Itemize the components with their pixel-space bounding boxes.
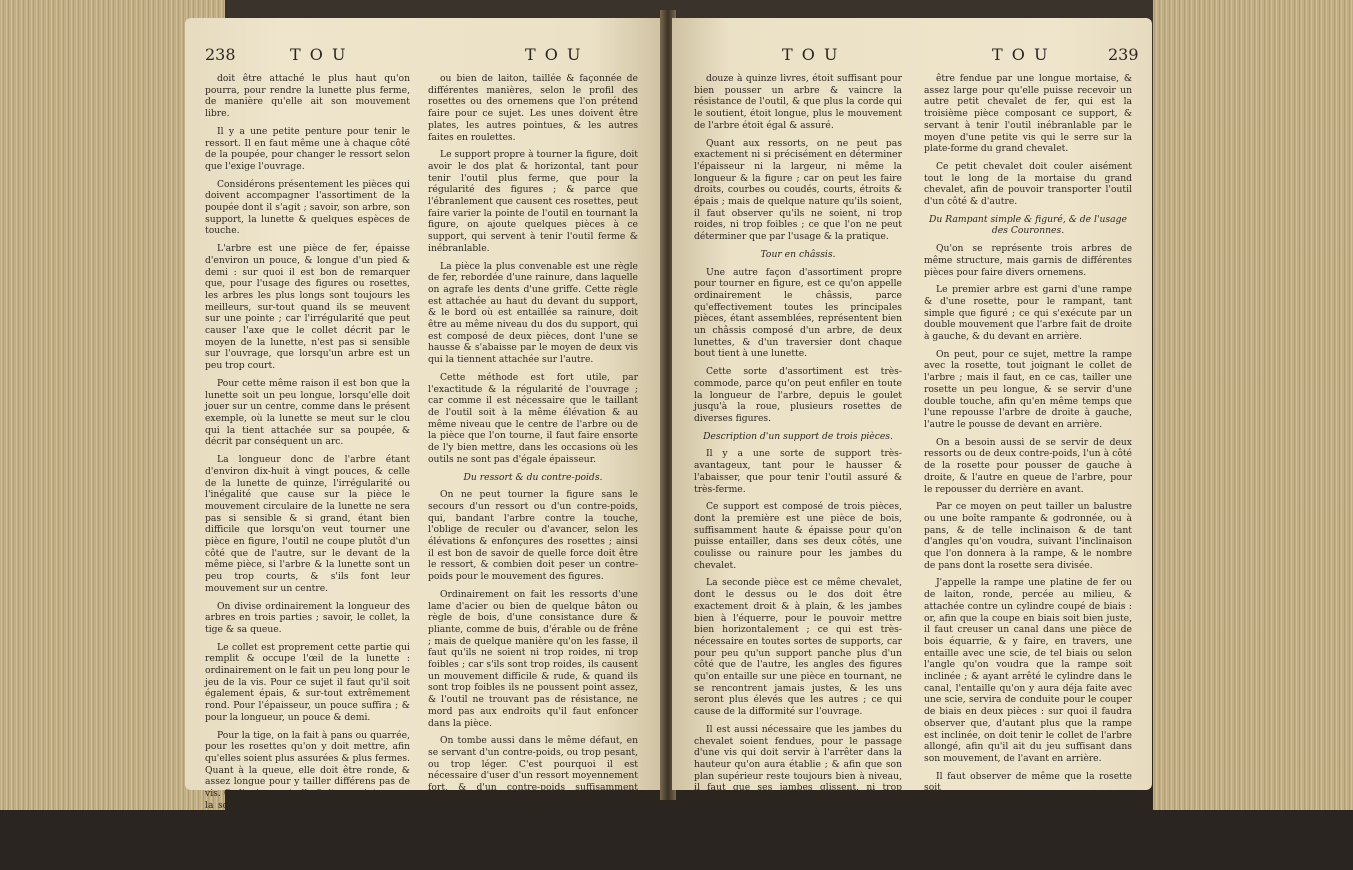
section-heading: Description d'un support de trois pièces. [703, 430, 893, 442]
running-header: T O U [525, 45, 583, 64]
paragraph: La pièce la plus convenable est une règle de fer, rebordée d'une rainure, dans laquelle on agrafe les dents d'une griffe. Cette règle est attachée au haut du devant du support, & le bord où est entaillée sa rainure, doit être au même niveau du dos du support, qui est composé de deux pièces, dont l'une se hausse & s'abaisse par le moyen de deux vis qui la tiennent attachée sur l'autre. [428, 260, 638, 366]
paragraph: Le collet est proprement cette partie qui remplit & occupe l'œil de la lunette : ordinairement on le fait un peu long pour le jeu de la vis. Pour ce sujet il faut qu'il soit également épais, & sur-tout extrêmement rond. Pour l'épaisseur, un pouce suffira ; & pour la longueur, un pouce & demi. [205, 641, 410, 723]
paragraph: Le support propre à tourner la figure, doit avoir le dos plat & horizontal, tant pour tenir l'outil plus ferme, que pour la régularité des figures ; & parce que l'ébranlement que causent ces rosettes, peut faire varier la pointe de l'outil en tournant la figure, on ajoute quelques pièces à ce support, qui servent à tenir l'outil ferme & inébranlable. [428, 149, 638, 254]
paragraph: La seconde pièce est ce même chevalet, dont le dessus ou le dos doit être exactement droit & à plain, & les jambes bien à l'équerre, pour le pouvoir mettre bien horizontalement ; ce qui est très-nécessaire en toutes sortes de supports, car pour peu qu'un support panche plus d'un côté que de l'autre, les angles des figures qu'on entaille sur une pièce en tournant, ne se rencontrent jamais justes, & les uns seront plus élevés que les autres ; ce qui cause de la difformité sur l'ouvrage. [694, 577, 902, 718]
paragraph: Ce support est composé de trois pièces, dont la première est une pièce de bois, suffisamment haute & épaisse pour qu'on puisse entailler, dans ses deux côtés, une coulisse ou rainure pour les jambes du chevalet. [694, 501, 902, 571]
paragraph: être fendue par une longue mortaise, & assez large pour qu'elle puisse recevoir un autre petit chevalet de fer, qui est la troisième pièce composant ce support, & servant à tenir l'outil inébranlable par le moyen d'une petite vis qui le serre sur la plate-forme du grand chevalet. [924, 73, 1132, 155]
paragraph: Ordinairement on fait les ressorts d'une lame d'acier ou bien de quelque bâton ou règle de bois, d'une consistance dure & pliante, comme de buis, d'érable ou de frêne ; mais de quelque manière qu'on les fasse, il faut qu'ils ne soient ni trop roides, ni trop foibles ; car s'ils sont trop roides, ils causent un mouvement difficile & rude, & quand ils sont trop foibles ils ne poussent point assez, & l'outil ne trouvant pas de résistance, ne mord pas aux endroits qu'il faut enfoncer dans la pièce. [428, 588, 638, 729]
left-page [185, 18, 663, 864]
text-column-left [694, 73, 902, 853]
paragraph: L'arbre est une pièce de fer, épaisse d'environ un pouce, & longue d'un pied & demi : sur quoi il est bon de remarquer que, pour l'usage des figures ou rosettes, les arbres les plus longs sont toujours les meilleurs, sur-tout quand ils se meuvent sur une pointe ; car l'irrégularité que peut causer l'axe que le collet décrit par le moyen de la lunette, n'est pas si sensible sur l'ouvrage, que lorsqu'un arbre est un peu trop court. [205, 243, 410, 372]
page-edges-right [1153, 0, 1353, 810]
page-number: 239 [1108, 45, 1139, 64]
paragraph: ou bien de laiton, taillée & façonnée de différentes manières, selon le profil des rosettes ou des ornemens que l'on prétend faire pour ce sujet. Les unes doivent être plates, les autres pointues, & les autres faites en roulettes. [428, 73, 638, 143]
paragraph: Cette méthode est fort utile, par l'exactitude & la régularité de l'ouvrage ; car comme il est nécessaire que le taillant de l'outil soit à la même élévation & au même niveau que le centre de l'arbre ou de la pièce que l'on tourne, il faut faire ensorte de l'y bien mettre, dans les occasions où les outils ne sont pas d'égale épaisseur. [428, 371, 638, 465]
paragraph: Qu'on se représente trois arbres de même structure, mais garnis de différentes pièces pour faire divers ornemens. [924, 243, 1132, 278]
paragraph: On a besoin aussi de se servir de deux ressorts ou de deux contre-poids, l'un à côté de la rosette pour pousser de gauche à droite, & l'autre en queue de l'arbre, pour le repousser du derrière en avant. [924, 436, 1132, 495]
section-heading: Tour en châssis. [760, 248, 836, 260]
paragraph: Il y a une sorte de support très-avantageux, tant pour le hausser & l'abaisser, que pour tenir l'outil assuré & très-ferme. [694, 448, 902, 495]
paragraph: Pour cette même raison il est bon que la lunette soit un peu longue, lorsqu'elle doit jouer sur un centre, comme dans le présent exemple, où la lunette se meut sur le clou qui la tient attachée sur sa poupée, & décrit par conséquent un arc. [205, 377, 410, 448]
paragraph: La pratique a enseigné qu'un contre-poids de [428, 811, 638, 835]
paragraph: Il faut observer de même que la rosette soit [924, 770, 1132, 794]
paragraph: Le premier arbre est garni d'une rampe & d'une rosette, pour le rampant, tant simple que figuré ; ce qui s'exécute par un double mouvement que l'arbre fait de droite à gauche, & du devant en arrière. [924, 284, 1132, 343]
paragraph: On divise ordinairement la longueur des arbres en trois parties ; savoir, le collet, la tige & sa queue. [205, 600, 410, 635]
section-heading: Du ressort & du contre-poids. [463, 471, 603, 483]
paragraph: Il y a une petite penture pour tenir le ressort. Il en faut même une à chaque côté de la poupée, pour changer le ressort selon que l'exige l'ouvrage. [205, 125, 410, 172]
running-header: T O U [992, 45, 1050, 64]
paragraph: La touche ou la rencontre est une pièce de fer [205, 840, 410, 864]
paragraph: Par ce moyen on peut tailler un balustre ou une boîte rampante & godronnée, ou à pans, & de telle inclinaison & de tant d'angles qu'on voudra, suivant l'inclinaison que l'on donnera à la rampe, & le nombre de pans dont la rosette sera divisée. [924, 501, 1132, 571]
text-column-right [428, 73, 638, 841]
paragraph: Il est aussi nécessaire que les jambes du chevalet soient fendues, pour le passage d'une vis qui doit servir à l'arrêter dans la hauteur qu'on aura établie ; & afin que son plan supérieur reste toujours bien à niveau, il faut que ses jambes glissent, ni trop aisément, ni aussi avec force, dans les rainures de la pièce de bois. [694, 723, 902, 817]
text-column-right [924, 73, 1132, 800]
paragraph: douze à quinze livres, étoit suffisant pour bien pousser un arbre & vaincre la résistance de l'outil, & que plus la corde qui le soutient, étoit longue, plus le mouvement de l'arbre étoit égal & assuré. [694, 73, 902, 131]
text-column-left [205, 73, 410, 870]
paragraph: Cette sorte d'assortiment est très-commode, parce qu'on peut enfiler en toute la longueur de l'arbre, depuis le goulet jusqu'à la roue, plusieurs rosettes de diverses figures. [694, 366, 902, 424]
paragraph: Ce petit chevalet doit couler aisément tout le long de la mortaise du grand chevalet, afin de pouvoir transporter l'outil d'un côté & d'autre. [924, 160, 1132, 208]
paragraph: On peut, pour ce sujet, mettre la rampe avec la rosette, tout joignant le collet de l'arbre ; mais il faut, en ce cas, tailler une rosette un peu longue, & se servir d'une double touche, afin qu'en même temps que l'une repousse l'arbre de droite à gauche, l'autre le pousse de devant en arrière. [924, 348, 1132, 430]
paragraph: On tombe aussi dans le même défaut, en se servant d'un contre-poids, ou trop pesant, ou trop léger. C'est pourquoi il est nécessaire d'user d'un ressort moyennement fort, & d'un contre-poids suffisamment pesant. [428, 735, 638, 805]
section-heading: Du Rampant simple & figuré, & de l'usage des Couronnes. [929, 213, 1127, 237]
paragraph: On ne peut tourner la figure sans le secours d'un ressort ou d'un contre-poids, qui, bandant l'arbre contre la touche, l'oblige de reculer ou d'avancer, selon les élévations & enfonçures des rosettes ; ainsi il est bon de savoir de quelle force doit être le ressort, & combien doit peser un contre-poids pour le mouvement des figures. [428, 489, 638, 583]
paragraph: Considérons présentement les pièces qui doivent accompagner l'assortiment de la poupée dont il s'agit ; savoir, son arbre, son support, la lunette & quelques espèces de touche. [205, 178, 410, 237]
paragraph: La longueur donc de l'arbre étant d'environ dix-huit à vingt pouces, & celle de la lunette de quinze, l'irrégularité ou l'inégalité que cause sur la pièce le mouvement circulaire de la lunette ne sera pas si sensible & si grand, étant bien difficile que lorsqu'on veut tourner une pièce en figure, l'outil ne coupe plutôt d'un côté que de l'autre, sur le devant de la même pièce, si l'arbre & la lunette sont un peu trop courts, & s'ils font leur mouvement sur un centre. [205, 454, 410, 594]
paragraph: La partie supérieure de ce même chevalet doit [694, 823, 902, 847]
paragraph: doit être attaché le plus haut qu'on pourra, pour rendre la lunette plus ferme, de manière qu'elle ait son mouvement libre. [205, 73, 410, 120]
paragraph: Pour la tige, on la fait à pans ou quarrée, pour les rosettes qu'on y doit mettre, afin qu'elles soient plus assurées & plus fermes. Quant à la queue, elle doit être ronde, & assez longue pour y tailler différens pas de vis. Ordinairement elle finit en pointe, pour la soutenir sur une poupée ou on emploie une petite poulie, un peu par-dessus les vis, si on veut l'appuyer sur une lunette. [205, 729, 410, 835]
right-page [672, 18, 1152, 847]
paragraph: Quant aux ressorts, on ne peut pas exactement ni si précisément en déterminer l'épaisseur ni la largeur, ni même la longueur & la figure ; car on peut les faire droits, courbes ou coudés, courts, étroits & épais ; mais de quelque nature qu'ils soient, il faut observer qu'ils ne soient, ni trop roides, ni trop foibles ; ce que l'on ne peut déterminer que par l'usage & la pratique. [694, 137, 902, 243]
page-number: 238 [205, 45, 236, 64]
paragraph: Une autre façon d'assortiment propre pour tourner en figure, est ce qu'on appelle ordinairement le châssis, parce qu'effectivement toutes les principales pièces, étant assemblées, représentent bien un châssis composé d'un arbre, de deux lunettes, & d'un traversier dont chaque bout tient à une lunette. [694, 266, 902, 360]
paragraph: J'appelle la rampe une platine de fer ou de laiton, ronde, percée au milieu, & attachée contre un cylindre coupé de biais : or, afin que la coupe en biais soit bien juste, il faut creuser un canal dans une pièce de bois équarrie, & y faire, en travers, une entaille avec une scie, de tel biais ou selon l'angle qu'on voudra que la rampe soit inclinée ; & ayant arrêté le cylindre dans le canal, l'entaille qu'on y aura déja faite avec une scie, servira de conduite pour le couper de biais en deux pièces : sur quoi il faudra observer que, d'autant plus que la rampe est inclinée, on doit tenir le collet de l'arbre allongé, afin qu'il ait du jeu suffisant dans son mouvement, de l'avant en arrière. [924, 577, 1132, 764]
running-header: T O U [782, 45, 840, 64]
running-header: T O U [290, 45, 348, 64]
